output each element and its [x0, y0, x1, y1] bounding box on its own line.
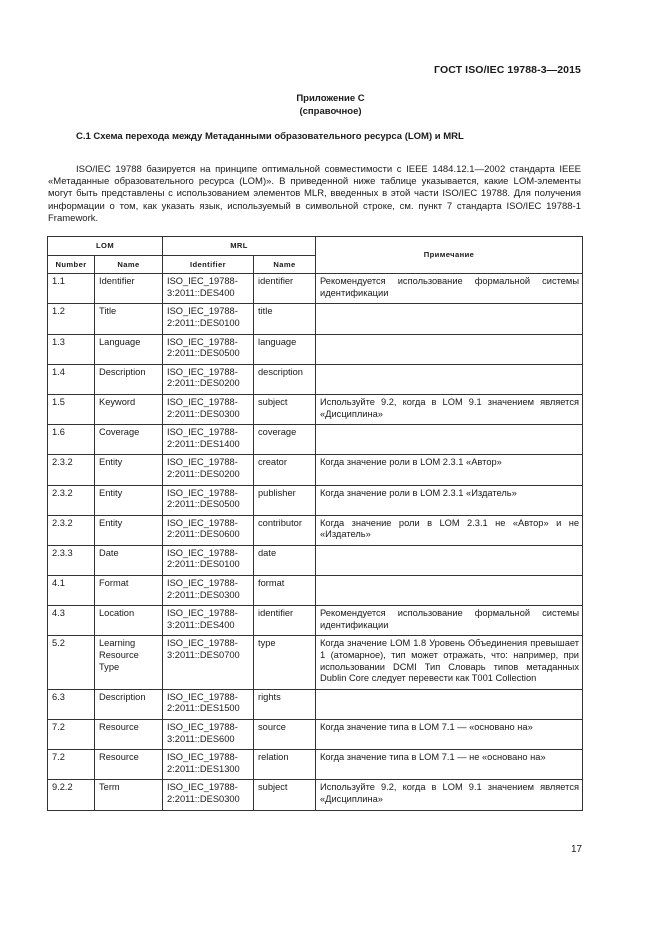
table-row: [48, 576, 583, 606]
table-row: [48, 274, 583, 304]
number-cell: 1.3: [48, 334, 95, 364]
identifier-cell: ISO_IEC_19788-2:2011::DES0300: [163, 780, 254, 810]
mrl-name-cell: type: [254, 636, 316, 689]
name-cell: Resource: [95, 750, 163, 780]
note-cell: [316, 304, 583, 334]
lom-group-header: LOM: [48, 237, 163, 256]
mrl-name-cell: creator: [254, 455, 316, 485]
name-cell: Title: [95, 304, 163, 334]
name-cell: Description: [95, 364, 163, 394]
identifier-cell: ISO_IEC_19788-2:2011::DES0500: [163, 334, 254, 364]
table-row: [48, 750, 583, 780]
mrl-name-cell: coverage: [254, 425, 316, 455]
name-cell: Language: [95, 334, 163, 364]
identifier-cell: ISO_IEC_19788-2:2011::DES0500: [163, 485, 254, 515]
table-row: [48, 545, 583, 575]
mrl-name-cell: source: [254, 720, 316, 750]
table-row: [48, 485, 583, 515]
name-cell: Coverage: [95, 425, 163, 455]
identifier-cell: ISO_IEC_19788-2:2011::DES0600: [163, 515, 254, 545]
name-cell: Entity: [95, 455, 163, 485]
number-cell: 2.3.2: [48, 455, 95, 485]
note-cell: [316, 576, 583, 606]
identifier-cell: ISO_IEC_19788-2:2011::DES0200: [163, 455, 254, 485]
mrl-name-cell: identifier: [254, 274, 316, 304]
page-number: 17: [571, 844, 583, 855]
number-cell: 4.1: [48, 576, 95, 606]
section-title: С.1 Схема перехода между Метаданными образовательного ресурса (LOM) и MRL: [76, 131, 464, 142]
mrl-name-header: Name: [254, 255, 316, 274]
name-cell: Date: [95, 545, 163, 575]
note-cell: Рекомендуется использование формальной системы идентификации: [316, 606, 583, 636]
name-cell: Term: [95, 780, 163, 810]
mrl-name-cell: publisher: [254, 485, 316, 515]
number-cell: 7.2: [48, 750, 95, 780]
note-cell: [316, 545, 583, 575]
note-cell: Используйте 9.2, когда в LOM 9.1 значением является «Дисциплина»: [316, 780, 583, 810]
note-cell: Используйте 9.2, когда в LOM 9.1 значением является «Дисциплина»: [316, 394, 583, 424]
identifier-cell: ISO_IEC_19788-3:2011::DES600: [163, 720, 254, 750]
mrl-name-cell: rights: [254, 689, 316, 719]
identifier-cell: ISO_IEC_19788-3:2011::DES400: [163, 274, 254, 304]
mrl-name-cell: format: [254, 576, 316, 606]
table-row: [48, 334, 583, 364]
table-row: [48, 425, 583, 455]
table-row: [48, 364, 583, 394]
identifier-cell: ISO_IEC_19788-3:2011::DES0700: [163, 636, 254, 689]
number-cell: 2.3.2: [48, 485, 95, 515]
name-cell: Keyword: [95, 394, 163, 424]
table-row: [48, 780, 583, 810]
mrl-name-cell: subject: [254, 394, 316, 424]
note-cell: Рекомендуется использование формальной системы идентификации: [316, 274, 583, 304]
table-row: [48, 606, 583, 636]
identifier-cell: ISO_IEC_19788-2:2011::DES0100: [163, 545, 254, 575]
number-cell: 1.1: [48, 274, 95, 304]
mrl-name-cell: contributor: [254, 515, 316, 545]
table-row: [48, 304, 583, 334]
standard-designation: ГОСТ ISO/IEC 19788-3—2015: [434, 64, 581, 76]
note-cell: Когда значение LOM 1.8 Уровень Объединения превышает 1 (атомарное), тип может отражать, что: например, при использовании DCMI Тип Словарь типов метаданных Dublin Core следует перевести как T001 Collection: [316, 636, 583, 689]
note-cell: Когда значение типа в LOM 7.1 — «основано на»: [316, 720, 583, 750]
identifier-cell: ISO_IEC_19788-3:2011::DES400: [163, 606, 254, 636]
table-row: [48, 515, 583, 545]
mrl-name-cell: description: [254, 364, 316, 394]
mrl-name-cell: title: [254, 304, 316, 334]
note-cell: [316, 364, 583, 394]
group-header-row: [48, 237, 583, 256]
number-cell: 4.3: [48, 606, 95, 636]
mrl-name-cell: identifier: [254, 606, 316, 636]
note-cell: Когда значение роли в LOM 2.3.1 «Автор»: [316, 455, 583, 485]
number-cell: 1.6: [48, 425, 95, 455]
name-cell: Format: [95, 576, 163, 606]
identifier-cell: ISO_IEC_19788-2:2011::DES0200: [163, 364, 254, 394]
name-cell: Entity: [95, 485, 163, 515]
identifier-cell: ISO_IEC_19788-2:2011::DES0100: [163, 304, 254, 334]
mrl-name-cell: language: [254, 334, 316, 364]
table-row: [48, 689, 583, 719]
table-row: [48, 720, 583, 750]
note-cell: [316, 689, 583, 719]
name-cell: Learning Resource Type: [95, 636, 163, 689]
note-cell: Когда значение роли в LOM 2.3.1 «Издатель»: [316, 485, 583, 515]
table-row: [48, 636, 583, 689]
number-cell: 1.4: [48, 364, 95, 394]
note-cell: [316, 425, 583, 455]
identifier-cell: ISO_IEC_19788-2:2011::DES1500: [163, 689, 254, 719]
name-header: Name: [95, 255, 163, 274]
name-cell: Identifier: [95, 274, 163, 304]
mrl-name-cell: subject: [254, 780, 316, 810]
name-cell: Location: [95, 606, 163, 636]
note-cell: Когда значение роли в LOM 2.3.1 не «Автор» и не «Издатель»: [316, 515, 583, 545]
mapping-table: [47, 236, 583, 811]
number-cell: 5.2: [48, 636, 95, 689]
number-cell: 6.3: [48, 689, 95, 719]
annex-title: Приложение С: [296, 93, 365, 104]
identifier-cell: ISO_IEC_19788-2:2011::DES0300: [163, 394, 254, 424]
mrl-name-cell: date: [254, 545, 316, 575]
mrl-group-header: MRL: [163, 237, 316, 256]
number-cell: 9.2.2: [48, 780, 95, 810]
table-row: [48, 455, 583, 485]
intro-paragraph: [48, 164, 581, 225]
identifier-header: Identifier: [163, 255, 254, 274]
note-cell: Когда значение типа в LOM 7.1 — не «основано на»: [316, 750, 583, 780]
identifier-cell: ISO_IEC_19788-2:2011::DES1400: [163, 425, 254, 455]
mrl-name-cell: relation: [254, 750, 316, 780]
identifier-cell: ISO_IEC_19788-2:2011::DES1300: [163, 750, 254, 780]
annex-subtitle: (справочное): [299, 106, 362, 117]
number-cell: 2.3.3: [48, 545, 95, 575]
number-cell: 2.3.2: [48, 515, 95, 545]
number-cell: 1.2: [48, 304, 95, 334]
annex-heading: [0, 92, 661, 118]
name-cell: Description: [95, 689, 163, 719]
name-cell: Resource: [95, 720, 163, 750]
number-cell: 7.2: [48, 720, 95, 750]
note-header: Примечание: [316, 237, 583, 274]
number-cell: 1.5: [48, 394, 95, 424]
intro-text: ISO/IEC 19788 базируется на принципе оптимальной совместимости с IEEE 1484.12.1—2002 стандарта IEEE «Метаданные образовательного ресурса (LOM)». В приведенной ниже таблице указывается, какие LOM-элементы могут быть представлены с использованием элементов MLR, введенных в этой части ISO/IEC 19788. Для получения информации о том, как указать язык, используемый в символьной строке, см. пункт 7 стандарта ISO/IEC 19788-1 Framework.: [48, 164, 581, 224]
name-cell: Entity: [95, 515, 163, 545]
table-row: [48, 394, 583, 424]
identifier-cell: ISO_IEC_19788-2:2011::DES0300: [163, 576, 254, 606]
number-header: Number: [48, 255, 95, 274]
note-cell: [316, 334, 583, 364]
